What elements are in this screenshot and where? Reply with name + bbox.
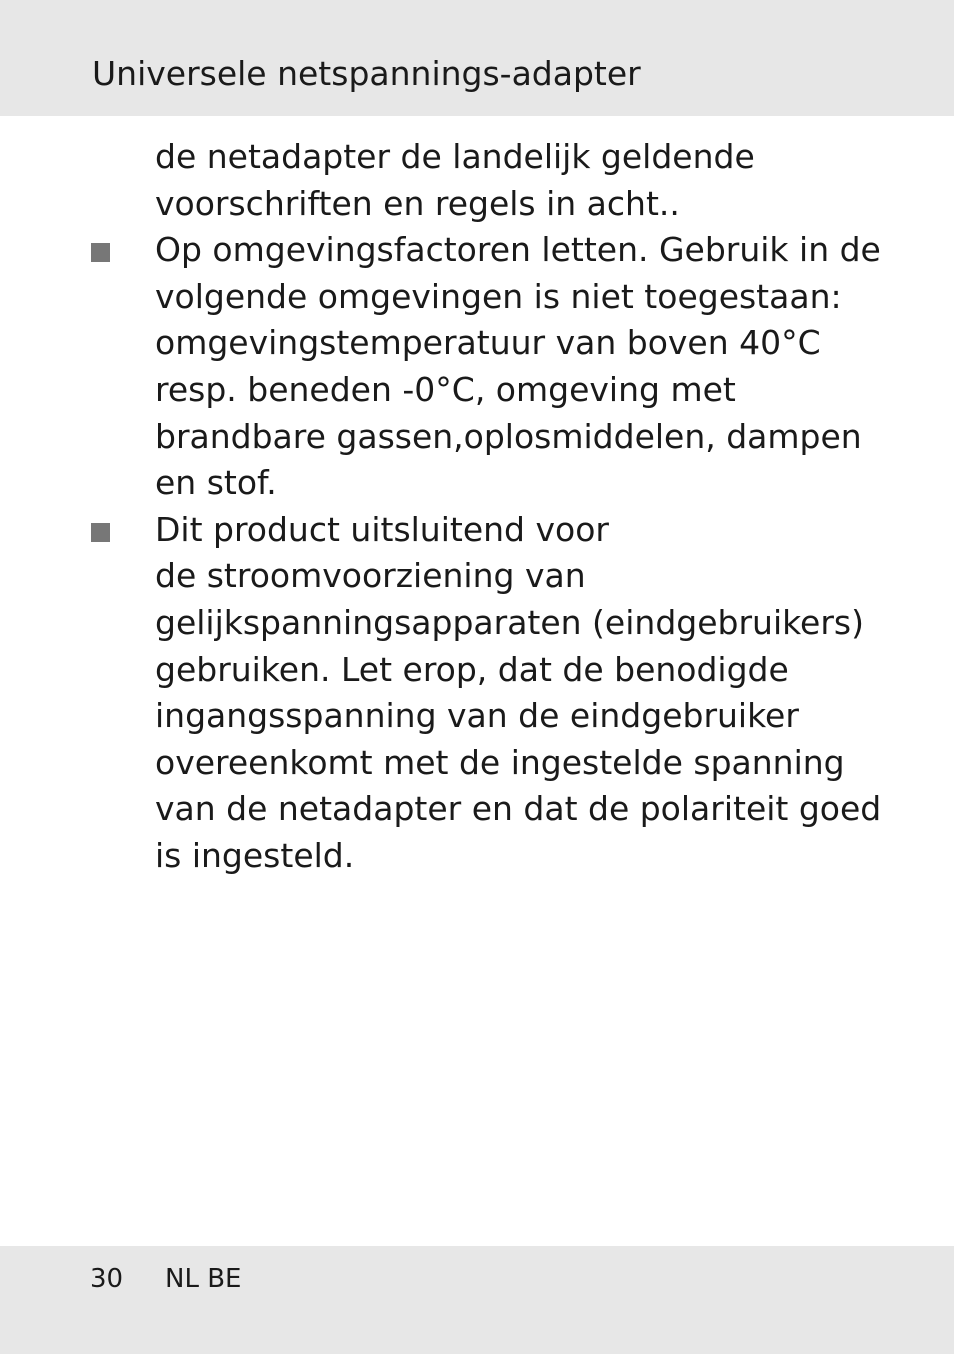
bullet-1-line: resp. beneden -0°C, omgeving met bbox=[155, 369, 736, 409]
bullet-1-line: en stof. bbox=[155, 463, 277, 503]
bullet-2-line: overeenkomt met de ingestelde spanning bbox=[155, 742, 845, 782]
page-number: 30 bbox=[90, 1264, 124, 1294]
bullet-2-line: gelijkspanningsapparaten (eindgebruikers) bbox=[155, 602, 864, 642]
footer-band bbox=[0, 1246, 954, 1354]
bullet-2-line: Dit product uitsluitend voor bbox=[155, 509, 609, 549]
language-label: NL BE bbox=[165, 1264, 242, 1294]
bullet-2-line: van de netadapter en dat de polariteit goed bbox=[155, 789, 882, 829]
square-bullet-icon bbox=[91, 243, 110, 262]
bullet-2-line: gebruiken. Let erop, dat de benodigde bbox=[155, 649, 789, 689]
bullet-2-line: de stroomvoorziening van bbox=[155, 556, 586, 596]
continuation-line: de netadapter de landelijk geldende bbox=[155, 137, 755, 176]
bullet-1-line: omgevingstemperatuur van boven 40°C bbox=[155, 323, 821, 363]
bullet-1-line: volgende omgevingen is niet toegestaan: bbox=[155, 276, 842, 316]
bullet-2-line: ingangsspanning van de eindgebruiker bbox=[155, 696, 799, 736]
continuation-line: voorschriften en regels in acht.. bbox=[155, 183, 680, 223]
bullet-1-line: brandbare gassen,oplosmiddelen, dampen bbox=[155, 416, 862, 456]
page-title: Universele netspannings-adapter bbox=[92, 54, 641, 93]
body-text bbox=[155, 134, 882, 880]
bullet-2-line: is ingesteld. bbox=[155, 835, 355, 875]
bullet-1-line: Op omgevingsfactoren letten. Gebruik in de bbox=[155, 230, 881, 270]
square-bullet-icon bbox=[91, 523, 110, 542]
